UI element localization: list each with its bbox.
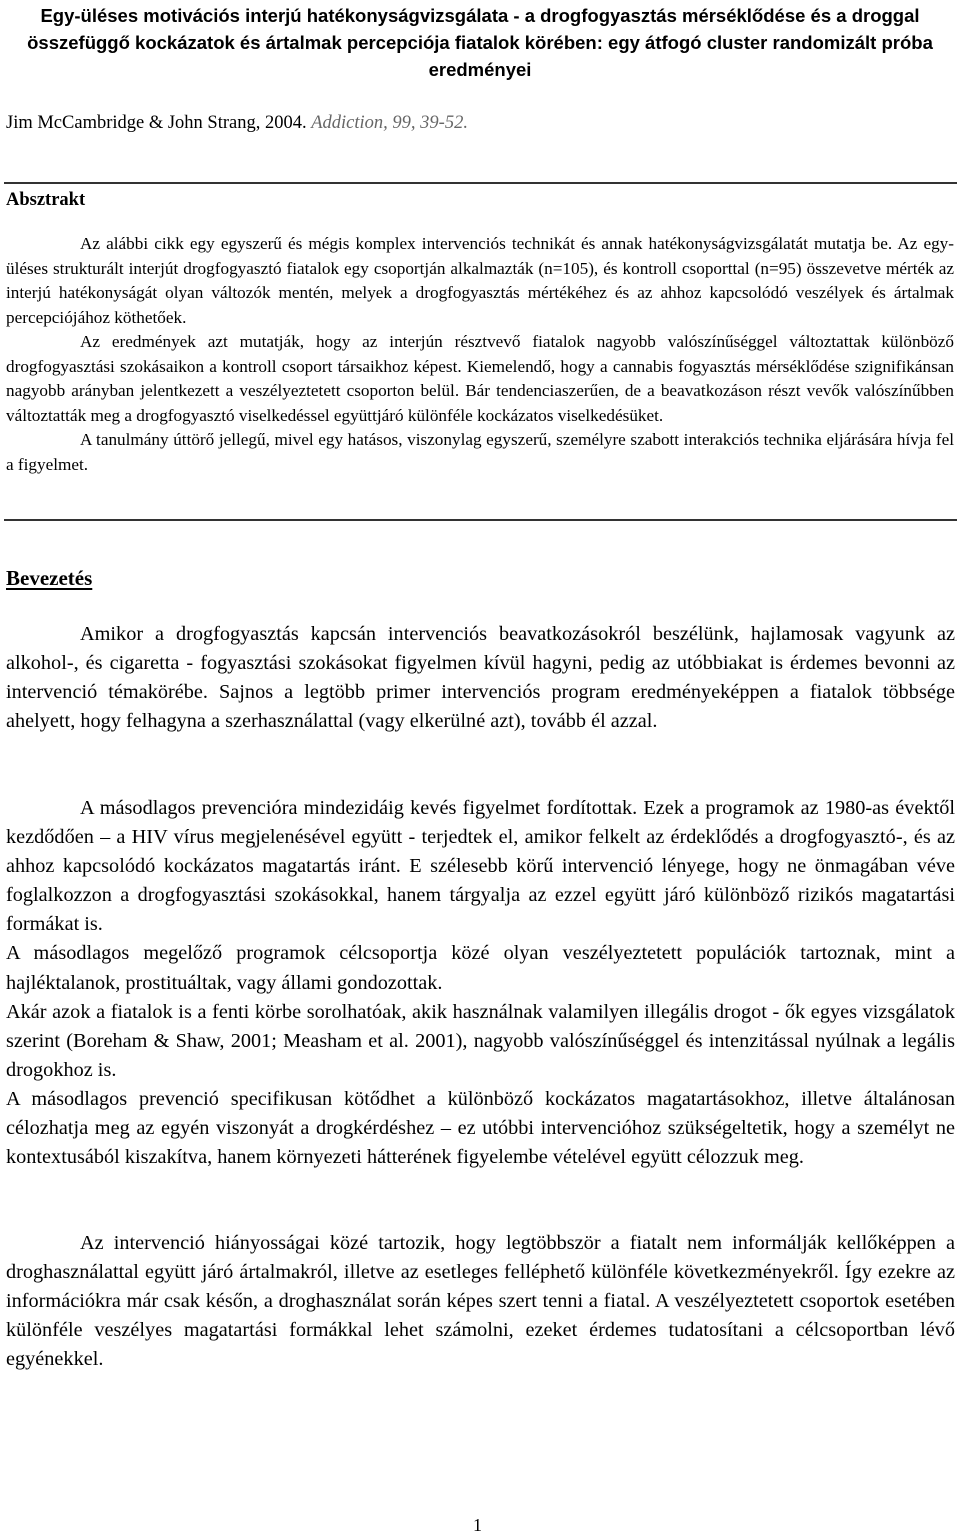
body-paragraph: A másodlagos prevenció specifikusan kötődhet a különböző kockázatos magatartásokhoz, illetve általánosan célozhatja meg az egyén viszonyát a drogkérdéshez – ez utóbbi intervencióhoz szükségeltetik, hogy a személyt ne kontextusából kiszakítva, hanem környezeti hátterének figyelembe vételével együtt célozzuk meg.: [6, 1087, 955, 1169]
abstract-divider: [4, 519, 957, 521]
intro-block-1: [6, 620, 955, 736]
abstract-paragraph: Az eredmények azt mutatják, hogy az interjún résztvevő fiatalok nagyobb valószínűséggel változtattak különböző drogfogyasztási szokásaikon a kontroll csoport társaikhoz képest. Kiemelendő, hogy a cannabis fogyasztás mérséklődése szignifikánsan nagyobb arányban jelentkezett a veszélyeztetett csoporton belül. Bár tendenciaszerűen, de a beavatkozáson részt vevők valószínűbben változtatták meg a drogfogyasztó viselkedéssel együttjáró különféle kockázatos viselkedésüket.: [6, 332, 954, 425]
intro-block-2: [6, 794, 955, 1172]
body-paragraph: Akár azok a fiatalok is a fenti körbe sorolhatóak, akik használnak valamilyen illegális drogot - ők egyes vizsgálatok szerint (Boreham & Shaw, 2001; Measham et al. 2001), nagyobb valószínűséggel és intenzitással nyúlnak a legális drogokhoz is.: [6, 1000, 955, 1081]
body-paragraph: Amikor a drogfogyasztás kapcsán intervenciós beavatkozásokról beszélünk, hajlamosak vagyunk az alkohol-, és cigaretta - fogyasztási szokásokat figyelmen kívül hagyni, pedig az utóbbiakat is érdemes bevonni az intervenció témakörébe. Sajnos a legtöbb primer intervenciós program eredményeképpen a fiatalok többsége ahelyett, hogy felhagyna a szerhasználattal (vagy elkerülné azt), tovább él azzal.: [6, 623, 955, 733]
body-paragraph: A másodlagos megelőző programok célcsoportja közé olyan veszélyeztetett populációk tartoznak, mint a hajléktalanok, prostituáltak, vagy állami gondozottak.: [6, 942, 955, 994]
top-divider: [4, 182, 957, 184]
paper-title: Egy-üléses motivációs interjú hatékonyságvizsgálata - a drogfogyasztás mérséklődése és a droggal összefüggő kockázatok és ártalmak percepciója fiatalok körében: egy átfogó cluster randomizált próba eredményei: [27, 5, 933, 80]
body-paragraph: A másodlagos prevencióra mindezidáig kevés figyelmet fordítottak. Ezek a programok az 1980-as évektől kezdődően – a HIV vírus megjelenésével együtt - terjedtek el, amikor felkelt az érdeklődés a drogfogyasztó-, és az ahhoz kapcsolódó kockázatos magatartás iránt. E szélesebb körű intervenció lényege, hogy ne önmagában véve foglalkozzon a drogfogyasztási szokásokkal, hanem tárgyalja az ezzel együtt járó különböző rizikós magatartási formákat is.: [6, 797, 955, 936]
abstract-paragraph: A tanulmány úttörő jellegű, mivel egy hatásos, viszonylag egyszerű, személyre szabott interakciós technika eljárására hívja fel a figyelmet.: [6, 430, 954, 474]
intro-block-3: [6, 1229, 955, 1374]
citation-authors: Jim McCambridge & John Strang, 2004.: [6, 113, 307, 133]
abstract-heading: Absztrakt: [6, 190, 86, 210]
abstract-body: [6, 232, 954, 477]
page-number: 1: [473, 1515, 482, 1535]
body-paragraph: Az intervenció hiányosságai közé tartozik, hogy legtöbbször a fiatalt nem informálják kellőképpen a droghasználattal együtt járó ártalmakról, illetve az esetleges felléphető különféle következményekről. Így ezekre az információkra már csak későn, a droghasználat során képes szert tenni a fiatal. A veszélyeztetett csoportok esetében különféle veszélyes magatartási formákkal lehet számolni, ezeket érdemes tudatosítani a célcsoportban lévő egyénekkel.: [6, 1232, 955, 1371]
citation: [6, 111, 946, 135]
section-heading-introduction: Bevezetés: [6, 566, 93, 590]
citation-journal: Addiction, 99, 39-52.: [311, 113, 468, 133]
abstract-paragraph: Az alábbi cikk egy egyszerű és mégis komplex intervenciós technikát és annak hatékonyságvizsgálatát mutatja be. Az egy-üléses strukturált interjút drogfogyasztó fiatalok egy csoportján alkalmazták (n=105), és kontroll csoporttal (n=95) összevetve mérték az interjú hatékonyságát olyan változók mentén, melyek a drogfogyasztás mértékéhez és az ahhoz kapcsolódó veszélyek és ártalmak percepciójához köthetőek.: [6, 234, 954, 327]
